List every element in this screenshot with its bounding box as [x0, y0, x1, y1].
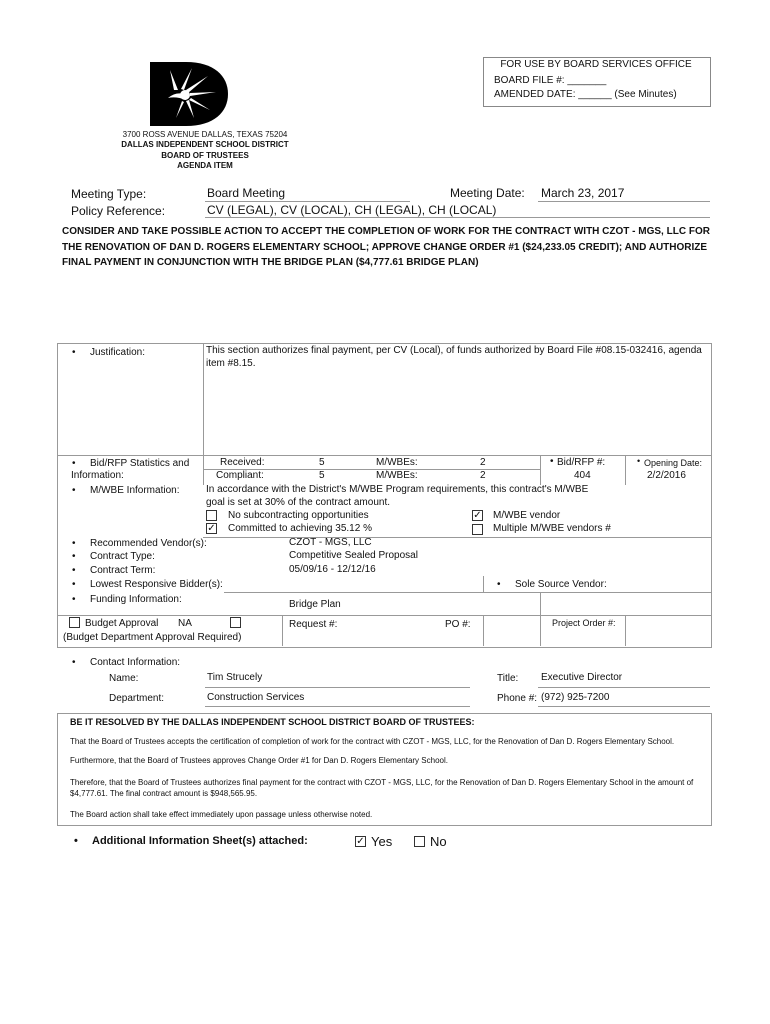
funding-label: • Funding Information:: [90, 594, 182, 605]
no-subcontracting-checkbox[interactable]: [206, 510, 217, 521]
policy-underline: [205, 217, 710, 218]
opening-date-label: Opening Date:: [644, 458, 703, 468]
justification-label: • Justification:: [90, 347, 145, 358]
policy-reference-value: CV (LEGAL), CV (LOCAL), CH (LEGAL), CH (LOCAL): [207, 203, 497, 217]
additional-no-checkbox[interactable]: [414, 836, 425, 847]
bid-rfp-value: 404: [574, 470, 591, 481]
contact-title-label: Title:: [497, 673, 519, 684]
contact-label: • Contact Information:: [90, 657, 180, 668]
request-label: Request #:: [289, 619, 338, 630]
mwbe-vendor-checkbox[interactable]: ✓: [473, 510, 482, 521]
meeting-date-value: March 23, 2017: [541, 186, 625, 200]
budget-approval-value: NA: [178, 618, 192, 629]
policy-reference-label: Policy Reference:: [71, 204, 166, 218]
budget-note: (Budget Department Approval Required): [63, 632, 242, 643]
received-mwbe-value: 2: [480, 457, 486, 468]
board-file-field: BOARD FILE #: _______: [494, 75, 607, 86]
received-mwbe-label: M/WBEs:: [376, 457, 418, 468]
budget-na-checkbox[interactable]: [230, 617, 241, 628]
budget-approval-label: Budget Approval: [85, 618, 159, 629]
opening-date-value: 2/2/2016: [647, 470, 686, 481]
sole-bullet: •: [497, 579, 501, 590]
justification-text: This section authorizes final payment, per CV (Local), of funds authorized by Board File #08.15-032416, agenda item #8.15.: [206, 345, 702, 369]
contract-type-value: Competitive Sealed Proposal: [289, 550, 418, 561]
contact-name-value: Tim Strucely: [207, 672, 263, 683]
mwbe-vendor-label: M/WBE vendor: [493, 510, 561, 521]
lowest-bidder-label: • Lowest Responsive Bidder(s):: [90, 579, 223, 590]
contact-dept-label: Department:: [109, 693, 165, 704]
meeting-date-label: Meeting Date:: [450, 186, 525, 200]
additional-info-label: • Additional Information Sheet(s) attached:: [92, 835, 308, 847]
district-name: DALLAS INDEPENDENT SCHOOL DISTRICT: [121, 140, 289, 149]
received-label: Received:: [220, 457, 265, 468]
vendor-value: CZOT - MGS, LLC: [289, 537, 372, 548]
no-subcontracting-label: No subcontracting opportunities: [228, 510, 369, 521]
additional-yes-checkbox[interactable]: ✓: [356, 836, 365, 847]
vendor-label: • Recommended Vendor(s):: [90, 538, 207, 549]
contact-phone-value: (972) 925-7200: [541, 692, 610, 703]
contact-phone-label: Phone #:: [497, 693, 538, 704]
resolution-p4: The Board action shall take effect immediately upon passage unless otherwise noted.: [70, 810, 373, 819]
multiple-vendors-label: Multiple M/WBE vendors #: [493, 523, 611, 534]
compliant-mwbe-label: M/WBEs:: [376, 470, 418, 481]
compliant-value: 5: [319, 470, 325, 481]
meeting-type-value: Board Meeting: [207, 186, 286, 200]
resolution-heading: BE IT RESOLVED BY THE DALLAS INDEPENDENT SCHOOL DISTRICT BOARD OF TRUSTEES:: [70, 717, 475, 727]
agenda-item-label: AGENDA ITEM: [177, 161, 233, 170]
opening-bullet: •: [637, 456, 641, 466]
multiple-vendors-checkbox[interactable]: [472, 524, 483, 535]
dallas-isd-logo: [148, 60, 230, 128]
amended-date-field: AMENDED DATE: ______ (See Minutes): [494, 89, 677, 100]
contract-term-value: 05/09/16 - 12/12/16: [289, 564, 376, 575]
bid-bullet: •: [550, 456, 554, 467]
project-order-label: Project Order #:: [552, 618, 616, 628]
board-name: BOARD OF TRUSTEES: [161, 151, 249, 160]
funding-value: Bridge Plan: [289, 599, 341, 610]
district-address: 3700 ROSS AVENUE DALLAS, TEXAS 75204: [122, 130, 288, 139]
compliant-label: Compliant:: [216, 470, 264, 481]
bid-stats-label-2: Information:: [71, 470, 124, 481]
resolution-p3: Therefore, that the Board of Trustees authorizes final payment for the contract with CZOT - MGS, LLC, for the Renovation of Dan D. Rogers Elementary School in the amount of $4,777.61. The final contract amount is $948,565.95.: [70, 778, 694, 798]
contract-type-label: • Contract Type:: [90, 551, 155, 562]
agenda-item-title: CONSIDER AND TAKE POSSIBLE ACTION TO ACCEPT THE COMPLETION OF WORK FOR THE CONTRACT WITH CZOT - MGS, LLC FOR THE RENOVATION OF DAN D. ROGERS ELEMENTARY SCHOOL; APPROVE CHANGE ORDER #1 ($24,233.05 CREDIT); AND AUTHORIZE FINAL PAYMENT IN CONJUNCTION WITH THE BRIDGE PLAN ($4,777.61 BRIDGE PLAN): [62, 226, 710, 268]
committed-label: Committed to achieving 35.12 %: [228, 523, 372, 534]
compliant-mwbe-value: 2: [480, 470, 486, 481]
committed-checkbox[interactable]: ✓: [207, 523, 216, 534]
meeting-type-label: Meeting Type:: [71, 187, 147, 201]
resolution-p1: That the Board of Trustees accepts the certification of completion of work for the contract with CZOT - MGS, LLC, for the Renovation of Dan D. Rogers Elementary School.: [70, 737, 675, 746]
bid-rfp-label: Bid/RFP #:: [557, 457, 606, 468]
sole-source-label: Sole Source Vendor:: [515, 579, 607, 590]
po-label: PO #:: [445, 619, 471, 630]
mwbe-text: In accordance with the District's M/WBE Program requirements, this contract's M/WBE goal is set at 30% of the contract amount.: [206, 484, 589, 508]
additional-no-label: No: [430, 834, 447, 849]
contact-dept-value: Construction Services: [207, 692, 305, 703]
resolution-p2: Furthermore, that the Board of Trustees approves Change Order #1 for Dan D. Rogers Elementary School.: [70, 756, 448, 765]
mwbe-label: • M/WBE Information:: [90, 485, 179, 496]
additional-yes-label: Yes: [371, 834, 393, 849]
budget-approval-checkbox[interactable]: [69, 617, 80, 628]
contact-title-value: Executive Director: [541, 672, 623, 683]
bid-stats-label: • Bid/RFP Statistics and: [90, 458, 189, 469]
meeting-type-underline: [205, 201, 410, 202]
contact-name-label: Name:: [109, 673, 139, 684]
office-box-title: FOR USE BY BOARD SERVICES OFFICE: [500, 59, 692, 70]
contract-term-label: • Contract Term:: [90, 565, 155, 576]
received-value: 5: [319, 457, 325, 468]
meeting-date-underline: [538, 201, 710, 202]
